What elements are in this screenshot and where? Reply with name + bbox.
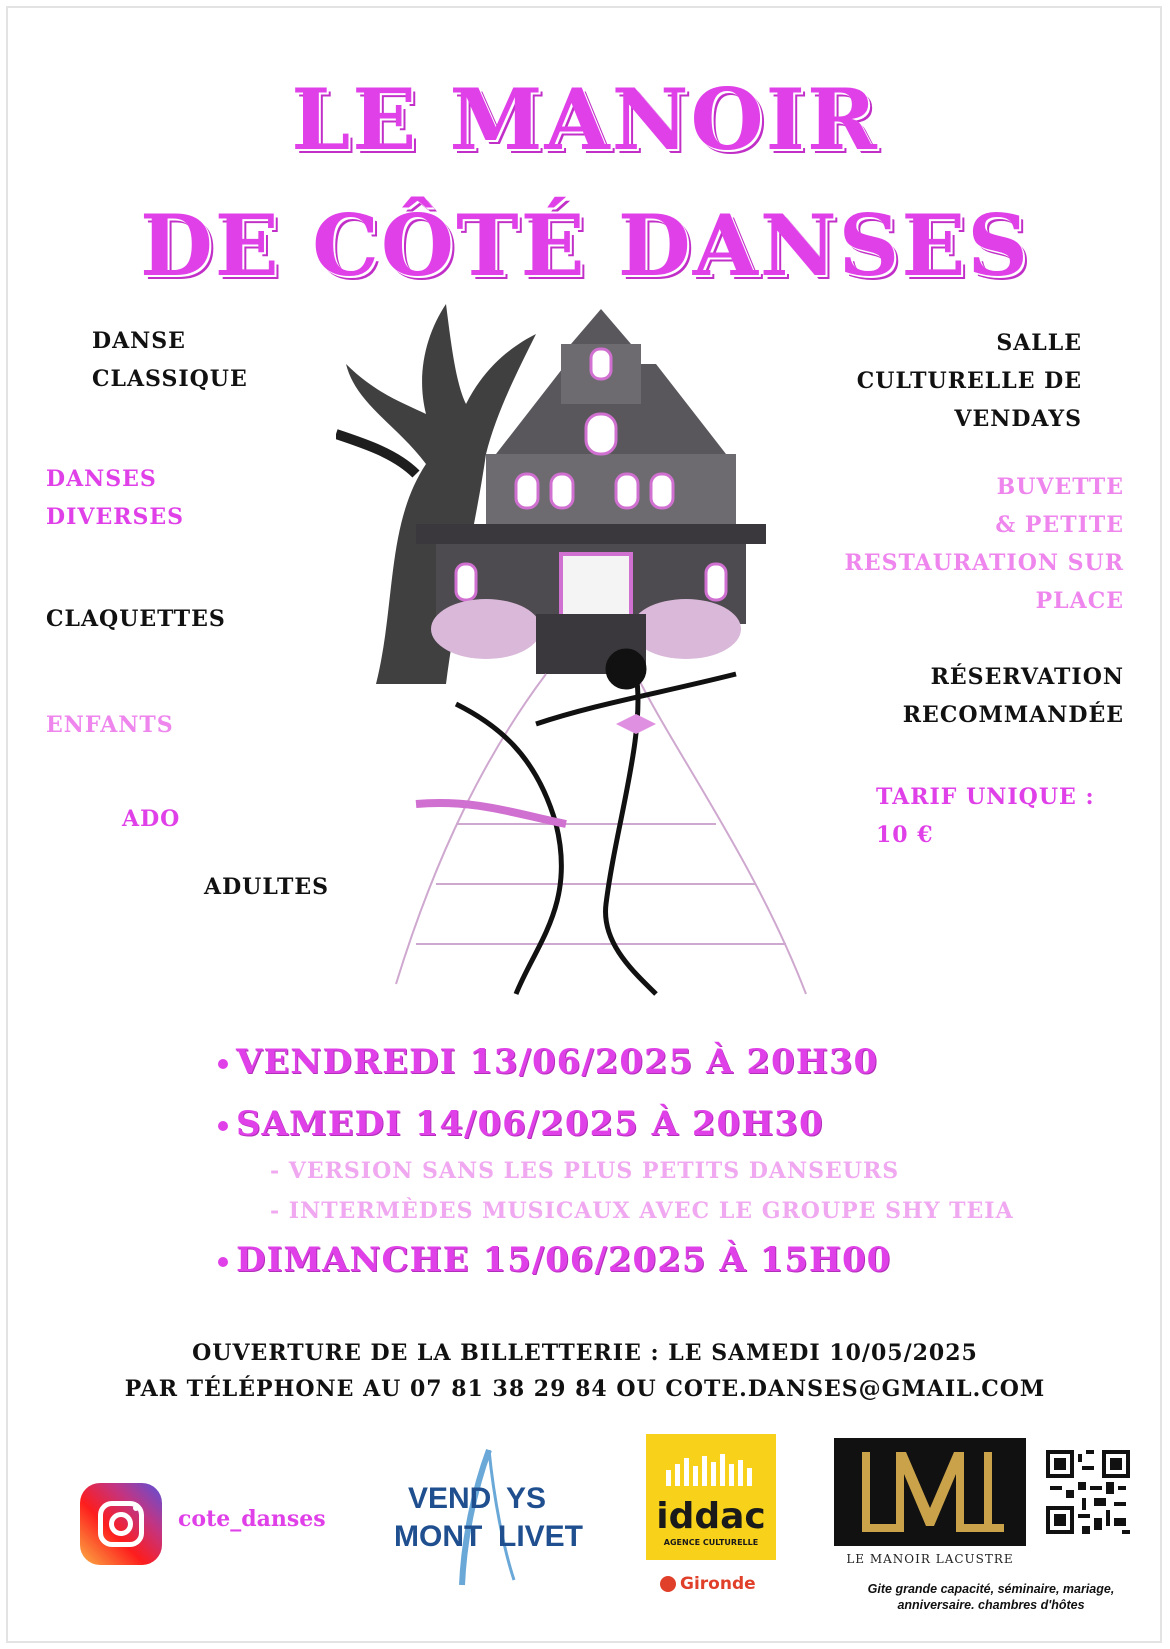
label-adultes: ADULTES: [204, 874, 330, 900]
poster-title-line2: DE CÔTÉ DANSES: [139, 196, 1031, 295]
label-line: CLASSIQUE: [92, 366, 248, 392]
description-line: anniversaire. chambres d'hôtes: [897, 1598, 1085, 1612]
vendays-montalivet-logo: [394, 1440, 584, 1590]
iddac-logo: [646, 1434, 776, 1560]
lml-monogram-icon: [834, 1438, 1026, 1546]
bullet-icon: [218, 1257, 228, 1267]
label-line: PLACE: [1035, 588, 1124, 614]
label-line: DIVERSES: [46, 504, 185, 530]
instagram-icon[interactable]: [80, 1483, 162, 1565]
date-text: DIMANCHE 15/06/2025 À 15H00: [236, 1240, 892, 1280]
instagram-handle[interactable]: cote_danses: [178, 1506, 326, 1532]
samedi-note-1: - VERSION SANS LES PLUS PETITS DANSEURS: [270, 1158, 900, 1184]
montalivet-word: MONT: [394, 1520, 483, 1553]
manor-dancers-illustration: [336, 304, 826, 1004]
iddac-word: iddac: [656, 1496, 766, 1537]
label-danse-classique: [92, 322, 248, 398]
instagram-lens: [109, 1512, 133, 1536]
billetterie-info: OUVERTURE DE LA BILLETTERIE : LE SAMEDI 10/05/2025: [192, 1340, 978, 1366]
label-line: VENDAYS: [954, 406, 1082, 432]
contact-info: PAR TÉLÉPHONE AU 07 81 38 29 84 OU COTE.DANSES@GMAIL.COM: [124, 1376, 1046, 1402]
date-text: VENDREDI 13/06/2025 À 20H30: [236, 1042, 879, 1082]
label-line: 10 €: [876, 822, 934, 848]
label-line: DANSE: [92, 328, 186, 354]
label-reservation: [860, 658, 1124, 734]
label-line: DANSES: [46, 466, 157, 492]
bullet-icon: [218, 1121, 228, 1131]
label-line: & PETITE: [995, 512, 1124, 538]
label-tarif: [876, 778, 1095, 854]
label-line: CULTURELLE DE: [856, 368, 1082, 394]
label-salle: [820, 324, 1082, 438]
dancers-drawing: [416, 651, 736, 994]
date-text: SAMEDI 14/06/2025 À 20H30: [236, 1104, 824, 1144]
gironde-word: Gironde: [680, 1574, 756, 1594]
bullet-icon: [218, 1059, 228, 1069]
label-enfants: ENFANTS: [46, 712, 174, 738]
label-line: RESTAURATION SUR: [844, 550, 1124, 576]
manoir-lacustre-name: LE MANOIR LACUSTRE: [846, 1552, 1014, 1566]
label-ado: ADO: [122, 806, 181, 832]
gironde-logo: [660, 1574, 756, 1594]
label-line: RECOMMANDÉE: [902, 702, 1124, 728]
date-vendredi: [218, 1042, 878, 1082]
description-line: Gite grande capacité, séminaire, mariage,: [867, 1582, 1115, 1596]
date-samedi: [218, 1104, 824, 1144]
samedi-note-2: - INTERMÈDES MUSICAUX AVEC LE GROUPE SHY TEIA: [270, 1198, 1014, 1224]
label-line: TARIF UNIQUE :: [876, 784, 1095, 810]
label-line: BUVETTE: [996, 474, 1124, 500]
label-line: RÉSERVATION: [930, 664, 1124, 690]
vendays-word-end: YS: [506, 1482, 547, 1515]
iddac-bars-icon: [666, 1454, 756, 1486]
manoir-lacustre-description: [846, 1581, 1136, 1613]
montalivet-word-end: LIVET: [498, 1520, 584, 1553]
iddac-tag: AGENCE CULTURELLE: [663, 1538, 759, 1547]
vendays-word: VEND: [408, 1482, 492, 1515]
qr-code-icon[interactable]: [1046, 1450, 1130, 1534]
gironde-arrow-icon: [660, 1576, 676, 1592]
label-danses-diverses: [46, 460, 184, 536]
label-line: SALLE: [996, 330, 1082, 356]
poster-title-line1: LE MANOIR: [291, 70, 879, 169]
instagram-dot: [133, 1505, 139, 1511]
date-dimanche: [218, 1240, 891, 1280]
label-claquettes: CLAQUETTES: [46, 606, 226, 632]
path-drawing: [396, 674, 806, 994]
label-buvette: [800, 468, 1124, 620]
manoir-lacustre-logo: [834, 1438, 1026, 1546]
